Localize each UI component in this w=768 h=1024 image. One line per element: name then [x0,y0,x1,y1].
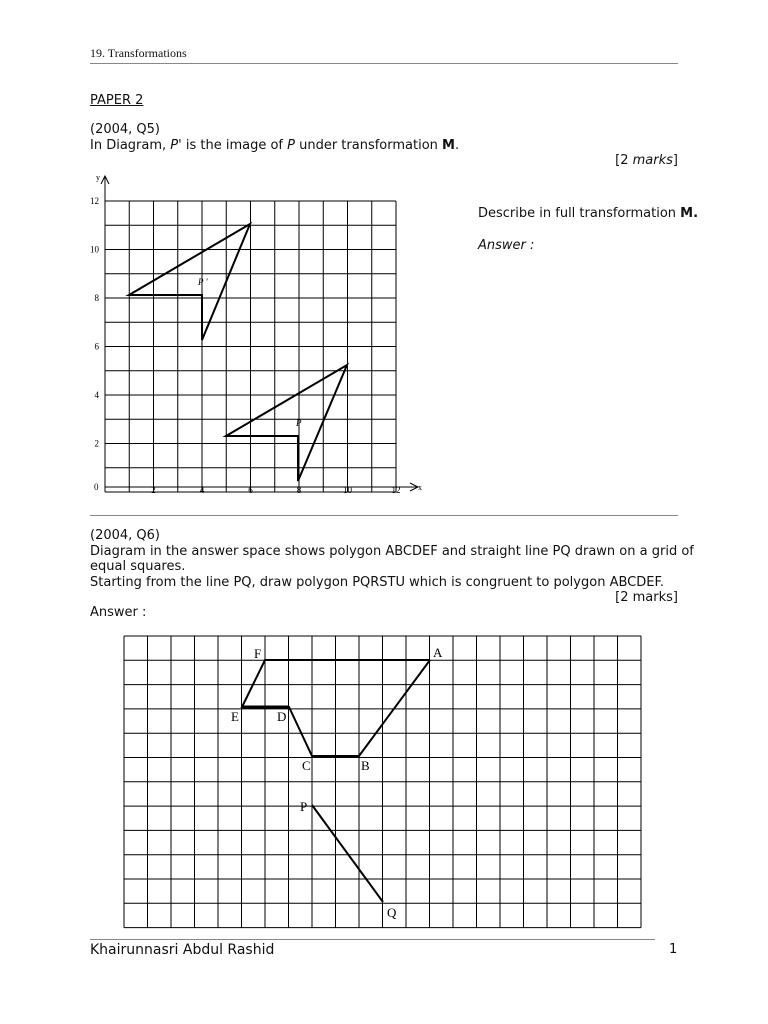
y-tick-label: 12 [90,196,99,206]
q5-text-end: . [454,138,460,153]
footer-author: Khairunnasri Abdul Rashid [90,942,275,958]
y-tick-label: 8 [94,293,99,303]
q5-grid-lines [105,201,396,492]
q5-describe-prefix: Describe in full transformation [478,206,681,221]
shape-p [226,365,347,481]
q5-object-label: P [287,138,295,153]
q5-describe-bold: M. [680,206,699,221]
line-pq [312,805,383,902]
q6-answer-label: Answer : [90,605,147,620]
footer-rule [90,939,655,940]
x-tick-label: 8 [296,485,302,495]
q6-marks: [2 marks] [615,590,678,605]
shape-p-label: P [296,418,302,428]
label-f: F [254,646,262,661]
q6-line1: Diagram in the answer space shows polygon ABCDEF and straight line PQ drawn on a grid of [90,544,694,559]
y-tick-label: 10 [90,244,99,255]
y-tick-label: 6 [94,341,99,352]
q5-text-mid2: under transformation [294,138,443,153]
q5-ref: (2004, Q5) [90,122,160,137]
q6-ref: (2004, Q6) [90,528,160,543]
label-c: C [302,758,311,773]
label-e: E [231,709,239,724]
label-d: D [277,709,287,724]
q5-answer-label: Answer : [478,238,535,253]
q5-text-before: In Diagram, [90,138,171,153]
label-a: A [433,645,443,660]
q5-marks: [2 marks] [615,153,678,168]
shape-p-prime-label: P ' [198,277,208,287]
q5-graph [80,168,430,508]
x-axis-label: x [418,483,422,492]
x-tick-label: 2 [151,485,156,495]
x-tick-label: 4 [199,485,205,495]
q6-line3: Starting from the line PQ, draw polygon PQRSTU which is congruent to polygon ABCDEF. [90,575,664,590]
q5-text-mid1: is the image of [181,138,288,153]
q6-grid [118,630,653,935]
header-title: 19. Transformations [90,46,187,60]
label-q: Q [387,905,397,920]
x-tick-label: 12 [391,485,401,495]
q6-line2: equal squares. [90,559,186,574]
q5-transform: M [442,138,455,153]
page-number: 1 [669,942,678,957]
y-axis-label: y [96,173,100,182]
origin-label: 0 [94,482,99,492]
q5-describe [478,206,698,221]
paper-label: PAPER 2 [90,93,144,108]
y-tick-label: 2 [94,438,99,449]
q5-image-label: P' [170,138,182,153]
y-tick-label: 4 [94,390,99,400]
label-p: P [300,799,308,814]
x-tick-label: 10 [343,485,352,495]
header-rule [90,63,678,64]
x-tick-label: 6 [248,485,253,495]
q6-grid-lines [124,636,641,928]
q5-question [90,138,459,153]
label-b: B [361,758,370,773]
section-rule [90,515,678,516]
